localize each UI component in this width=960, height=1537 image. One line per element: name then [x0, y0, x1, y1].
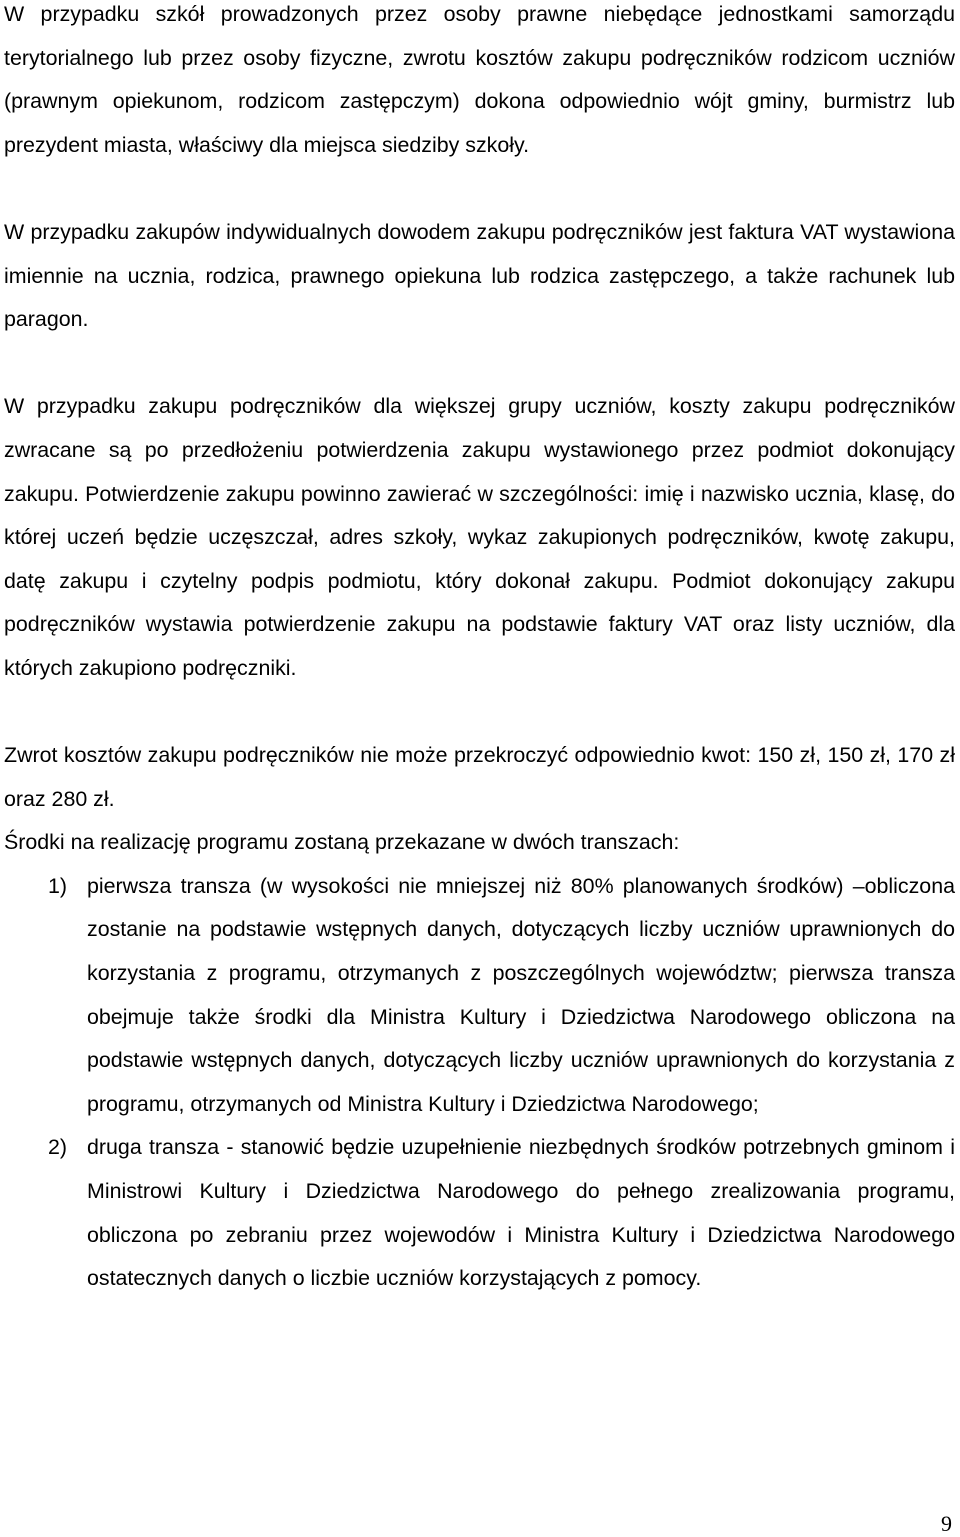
document-body — [4, 0, 955, 1301]
page-number: 9 — [941, 1511, 952, 1536]
list-item — [4, 1126, 955, 1300]
list-item-number: 2) — [48, 1135, 68, 1160]
list-item-text: druga transza - stanowić będzie uzupełnienie niezbędnych środków potrzebnych gminom i Ministrowi Kultury i Dziedzictwa Narodowego do pełnego zrealizowania programu, obliczona po zebraniu przez wojewodów i Ministra Kultury i Dziedzictwa Narodowego ostatecznych danych o liczbie uczniów korzystających z pomocy. — [87, 1135, 955, 1291]
paragraph-refund-limits: Zwrot kosztów zakupu podręczników nie może przekroczyć odpowiednio kwot: 150 zł, 150 zł, 170 zł oraz 280 zł. — [4, 743, 955, 811]
tranche-list — [4, 865, 955, 1301]
list-item-text: pierwsza transza (w wysokości nie mniejszej niż 80% planowanych środków) –obliczona zostanie na podstawie wstępnych danych, dotyczących liczby uczniów uprawnionych do korzystania z programu, otrzymanych z poszczególnych województw; pierwsza transza obejmuje także środki dla Ministra Kultury i Dziedzictwa Narodowego obliczona na podstawie wstępnych danych, dotyczących liczby uczniów uprawnionych do korzystania z programu, otrzymanych od Ministra Kultury i Dziedzictwa Narodowego; — [87, 873, 955, 1116]
list-item-number: 1) — [48, 873, 68, 898]
paragraph-individual-purchases: W przypadku zakupów indywidualnych dowodem zakupu podręczników jest faktura VAT wystawiona imiennie na ucznia, rodzica, prawnego opiekuna lub rodzica zastępczego, a także rachunek lub paragon. — [4, 219, 955, 332]
paragraph-group-purchases: W przypadku zakupu podręczników dla większej grupy uczniów, koszty zakupu podręczników zwracane są po przedłożeniu potwierdzenia zakupu wystawionego przez podmiot dokonujący zakupu. Potwierdzenie zakupu powinno zawierać w szczególności: imię i nazwisko ucznia, klasę, do której uczeń będzie uczęszczał, adres szkoły, wykaz zakupionych podręczników, kwotę zakupu, datę zakupu i czytelny podpis podmiotu, który dokonał zakupu. Podmiot dokonujący zakupu podręczników wystawia potwierdzenie zakupu na podstawie faktury VAT oraz listy uczniów, dla których zakupiono podręczniki. — [4, 394, 955, 680]
list-item — [4, 865, 955, 1127]
paragraph-funding-tranches: Środki na realizację programu zostaną przekazane w dwóch transzach: — [4, 830, 680, 855]
paragraph-non-public-schools: W przypadku szkół prowadzonych przez osoby prawne niebędące jednostkami samorządu terytorialnego lub przez osoby fizyczne, zwrotu kosztów zakupu podręczników rodzicom uczniów (prawnym opiekunom, rodzicom zastępczym) dokona odpowiednio wójt gminy, burmistrz lub prezydent miasta, właściwy dla miejsca siedziby szkoły. — [4, 2, 955, 157]
